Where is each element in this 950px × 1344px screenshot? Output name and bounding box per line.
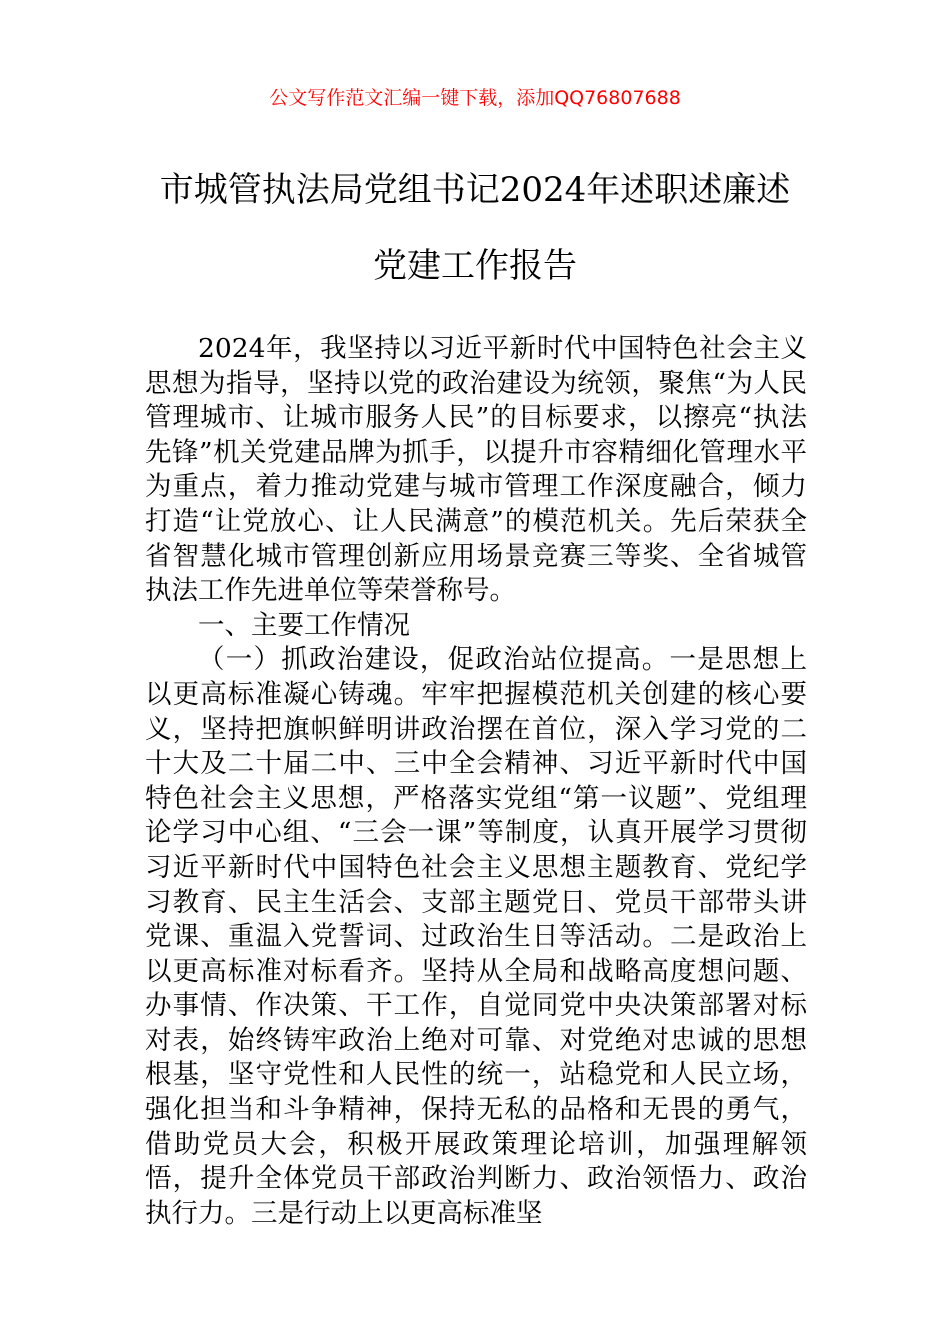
section-heading: 一、主要工作情况 [198,609,410,641]
intro-paragraph: 2024年，我坚持以习近平新时代中国特色社会主义思想为指导，坚持以党的政治建设为统领，聚焦“为人民管理城市、让城市服务人民”的目标要求，以擦亮“执法先锋”机关党建品牌为抓手，以提升市容精细化管理水平为重点，着力推动党建与城市管理工作深度融合，倾力打造“让党放心、让人民满意”的模范机关。先后荣获全省智慧化城市管理创新应用场景竞赛三等奖、全省城管执法工作先进单位等荣誉称号。 [145,333,807,607]
title-line-2: 党建工作报告 [373,246,577,286]
document-title [120,152,830,304]
download-banner: 公文写作范文汇编一键下载，添加QQ76807688 [269,87,681,109]
title-line-1: 市城管执法局党组书记2024年述职述廉述 [159,170,791,210]
document-body [145,332,807,1231]
body-paragraph: （一）抓政治建设，促政治站位提高。一是思想上以更高标准凝心铸魂。牢牢把握模范机关创建的核心要义，坚持把旗帜鲜明讲政治摆在首位，深入学习党的二十大及二十届二中、三中全会精神、习近平新时代中国特色社会主义思想，严格落实党组“第一议题”、党组理论学习中心组、“三会一课”等制度，认真开展学习贯彻习近平新时代中国特色社会主义思想主题教育、党纪学习教育、民主生活会、支部主题党日、党员干部带头讲党课、重温入党誓词、过政治生日等活动。二是政治上以更高标准对标看齐。坚持从全局和战略高度想问题、办事情、作决策、干工作，自觉同党中央决策部署对标对表，始终铸牢政治上绝对可靠、对党绝对忠诚的思想根基，坚守党性和人民性的统一，站稳党和人民立场，强化担当和斗争精神，保持无私的品格和无畏的勇气，借助党员大会，积极开展政策理论培训，加强理解领悟，提升全体党员干部政治判断力、政治领悟力、政治执行力。三是行动上以更高标准坚 [145,644,807,1229]
